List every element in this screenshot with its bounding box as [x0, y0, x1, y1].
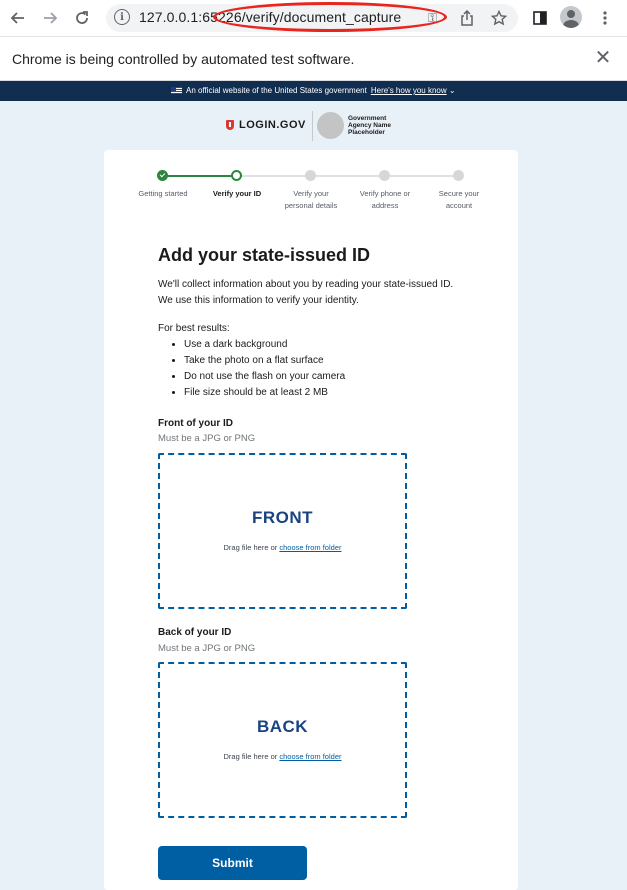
bookmark-star-icon[interactable]	[487, 6, 511, 30]
back-drop-title: BACK	[256, 717, 309, 736]
list-item: • Use a dark background	[184, 337, 345, 353]
front-drop-text	[160, 543, 405, 552]
agency-name-line: Agency Name	[348, 122, 391, 129]
close-icon[interactable]: ✕	[594, 46, 612, 69]
step-label-line: Verify your	[293, 189, 329, 198]
step-label-phone-address	[347, 188, 423, 212]
step-complete-check-icon	[157, 170, 168, 181]
step-label-getting-started	[125, 188, 201, 200]
back-id-file-input[interactable]	[158, 662, 407, 818]
front-id-file-input[interactable]	[158, 453, 407, 609]
shield-icon	[226, 120, 234, 130]
tips-heading: For best results:	[158, 323, 230, 334]
gov-banner-text: An official website of the United States government	[186, 86, 367, 95]
drop-instruction: Drag file here or	[223, 752, 278, 761]
back-arrow-icon[interactable]	[6, 6, 30, 30]
login-gov-logo[interactable]	[226, 119, 306, 131]
list-item: • Take the photo on a flat surface	[184, 353, 345, 369]
front-drop-title: FRONT	[251, 508, 314, 527]
forward-arrow-icon[interactable]	[38, 6, 62, 30]
agency-name-line: Placeholder	[348, 129, 385, 136]
menu-dots-icon[interactable]	[593, 6, 617, 30]
gov-banner	[0, 81, 627, 101]
side-panel-icon[interactable]	[528, 6, 552, 30]
list-item: • File size should be at least 2 MB	[184, 385, 345, 401]
choose-from-folder-link[interactable]: choose from folder	[279, 752, 342, 761]
front-id-label: Front of your ID	[158, 418, 233, 429]
agency-name	[348, 115, 391, 136]
red-annotation-ellipse	[213, 2, 447, 32]
step-current-icon	[231, 170, 242, 181]
heres-how-you-know-link[interactable]: Here's how you know	[370, 86, 447, 95]
drop-instruction: Drag file here or	[223, 543, 278, 552]
agency-logo-placeholder	[317, 112, 344, 139]
step-label-line: personal details	[284, 201, 338, 210]
chevron-down-icon[interactable]: ⌄	[448, 86, 456, 95]
page-title: Add your state-issued ID	[158, 245, 371, 265]
step-connector	[242, 175, 310, 177]
infobar-message: Chrome is being controlled by automated test software.	[12, 51, 355, 67]
back-id-label: Back of your ID	[158, 627, 232, 638]
step-label-verify-id	[199, 188, 275, 200]
main-card	[104, 150, 518, 890]
step-label-line: Verify phone or	[359, 189, 411, 198]
front-id-hint: Must be a JPG or PNG	[158, 433, 256, 444]
step-label-line: Secure your	[438, 189, 480, 198]
header-divider	[312, 111, 313, 141]
browser-toolbar	[0, 0, 627, 37]
list-item: • Do not use the flash on your camera	[184, 369, 345, 385]
step-connector	[316, 175, 384, 177]
step-connector	[164, 175, 236, 177]
key-icon[interactable]: ⚿	[428, 11, 438, 25]
profile-avatar-icon[interactable]	[560, 6, 582, 28]
step-label-line: Verify your ID	[212, 189, 262, 198]
step-label-line: account	[445, 201, 473, 210]
site-info-icon[interactable]: i	[114, 9, 130, 25]
logo-text: LOGIN.GOV	[239, 119, 306, 131]
agency-name-line: Government	[348, 115, 387, 122]
back-id-hint: Must be a JPG or PNG	[158, 643, 256, 654]
step-label-line: address	[371, 201, 399, 210]
tips-list	[158, 337, 345, 401]
step-incomplete-icon	[379, 170, 390, 181]
url-text[interactable]: 127.0.0.1:65226/verify/document_capture	[139, 9, 402, 25]
site-header	[0, 101, 627, 150]
reload-icon[interactable]	[70, 6, 94, 30]
step-connector	[390, 175, 458, 177]
automation-infobar	[0, 37, 627, 81]
step-incomplete-icon	[453, 170, 464, 181]
intro-text: We'll collect information about you by reading your state-issued ID. We use this information to verify your identity.	[158, 279, 454, 306]
back-drop-text	[160, 752, 405, 761]
step-label-line: Getting started	[138, 189, 188, 198]
step-label-personal-details	[273, 188, 349, 212]
submit-button[interactable]: Submit	[158, 846, 307, 880]
step-label-secure-account	[421, 188, 497, 212]
choose-from-folder-link[interactable]: choose from folder	[279, 543, 342, 552]
us-flag-icon	[171, 87, 182, 94]
step-incomplete-icon	[305, 170, 316, 181]
share-icon[interactable]	[455, 6, 479, 30]
